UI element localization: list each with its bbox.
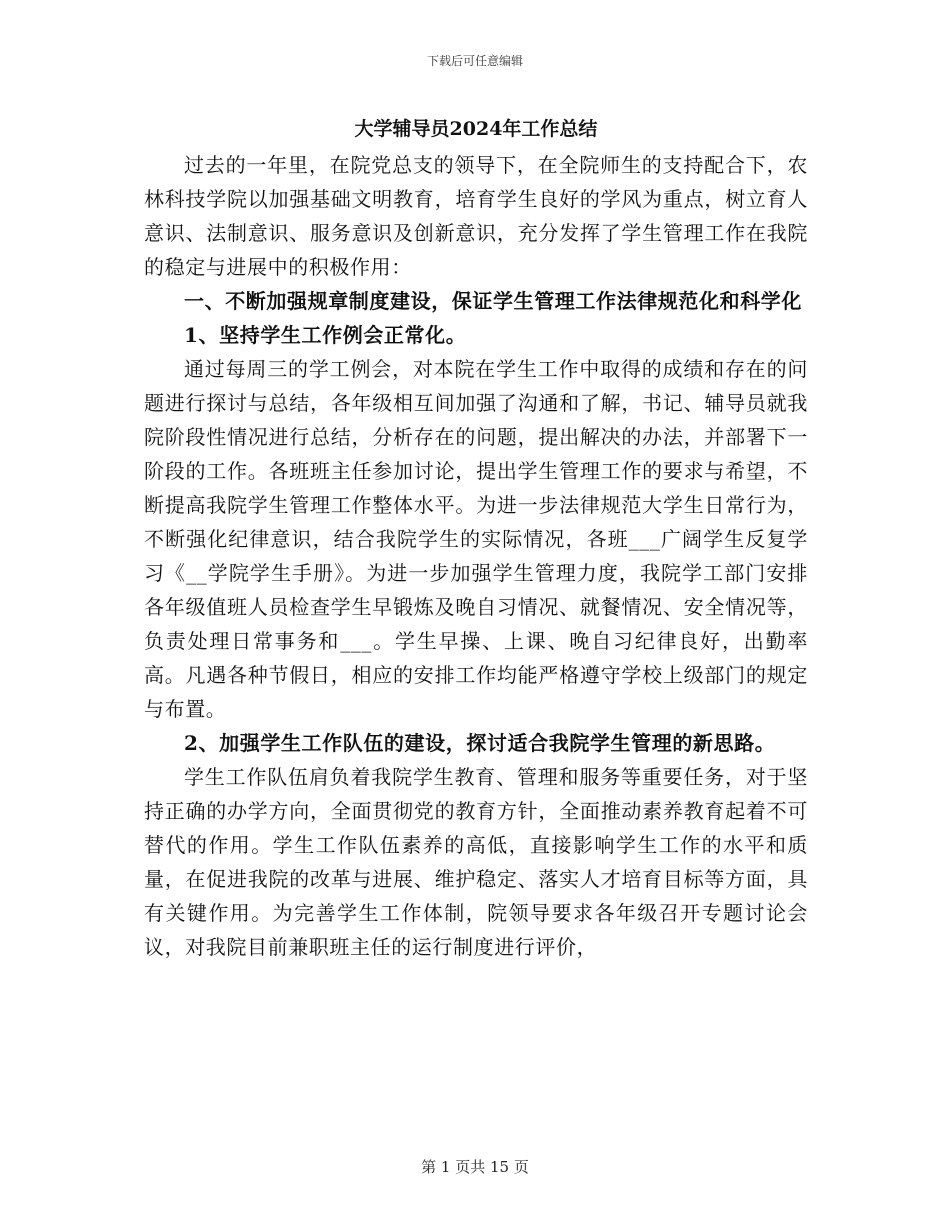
subsection-1-paragraph: 通过每周三的学工例会，对本院在学生工作中取得的成绩和存在的问题进行探讨与总结，各年级相互间加强了沟通和了解，书记、辅导员就我院阶段性情况进行总结，分析存在的问题，提出解决的办法，并部署下一阶段的工作。各班班主任参加讨论，提出学生管理工作的要求与希望，不断提高我院学生管理工作整体水平。为进一步法律规范大学生日常行为，不断强化纪律意识，结合我院学生的实际情况，各班___广阔学生反复学习《__学院学生手册》。为进一步加强学生管理力度，我院学工部门安排各年级值班人员检查学生早锻炼及晚自习情况、就餐情况、安全情况等，负责处理日常事务和___。学生早操、上课、晚自习纪律良好，出勤率高。凡遇各种节假日，相应的安排工作均能严格遵守学校上级部门的规定与布置。 [144, 357, 808, 721]
document-title: 大学辅导员2024年工作总结 [354, 118, 598, 140]
subsection-2-paragraph: 学生工作队伍肩负着我院学生教育、管理和服务等重要任务，对于坚持正确的办学方向，全面贯彻党的教育方针，全面推动素养教育起着不可替代的作用。学生工作队伍素养的高低，直接影响学生工作的水平和质量，在促进我院的改革与进展、维护稳定、落实人才培育目标等方面，具有关键作用。为完善学生工作体制，院领导要求各年级召开专题讨论会议，对我院目前兼职班主任的运行制度进行评价， [144, 765, 808, 959]
subsection-2-heading: 2、加强学生工作队伍的建设，探讨适合我院学生管理的新思路。 [184, 731, 776, 755]
document-body [144, 112, 808, 964]
subsection-1-heading: 1、坚持学生工作例会正常化。 [184, 323, 467, 347]
page-number-footer: 第 1 页共 15 页 [421, 1158, 529, 1176]
intro-paragraph: 过去的一年里，在院党总支的领导下，在全院师生的支持配合下，农林科技学院以加强基础文明教育，培育学生良好的学风为重点，树立育人意识、法制意识、服务意识及创新意识，充分发挥了学生管理工作在我院的稳定与进展中的积极作用： [144, 153, 808, 279]
section-1-heading: 一、不断加强规章制度建设，保证学生管理工作法律规范化和科学化 [184, 289, 802, 313]
header-note: 下载后可任意编辑 [426, 54, 523, 68]
